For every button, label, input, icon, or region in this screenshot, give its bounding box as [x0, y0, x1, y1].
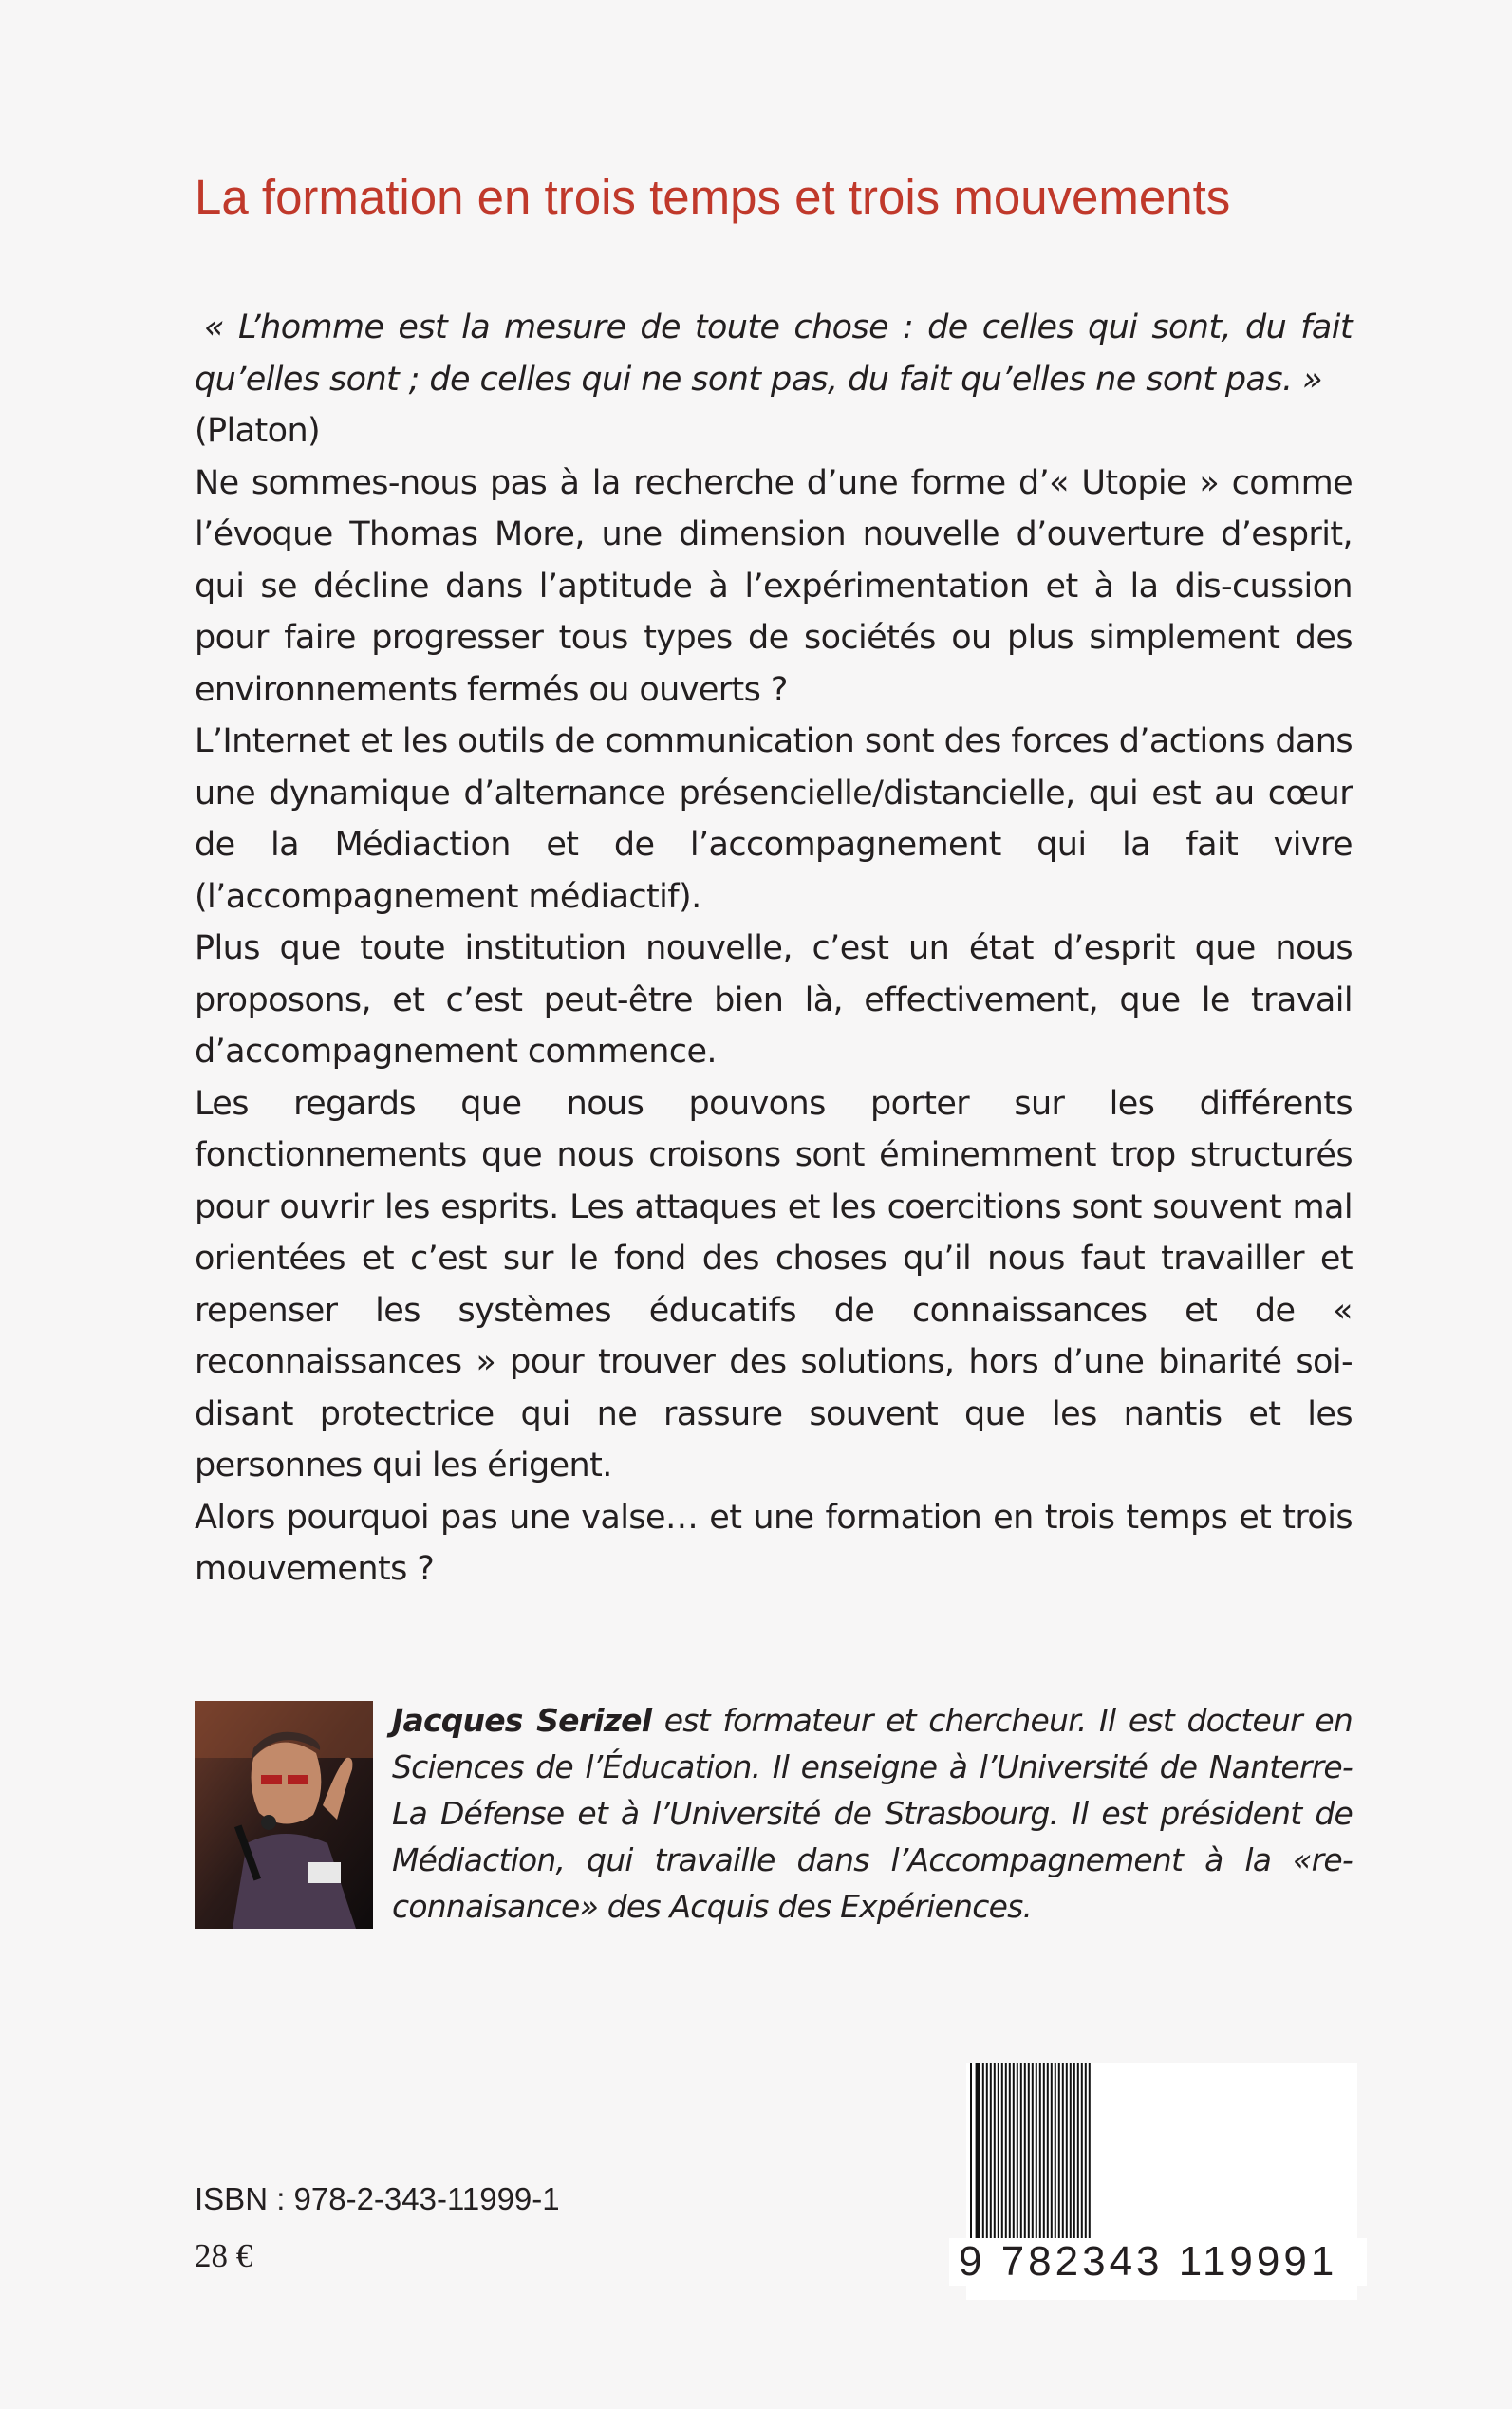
barcode-bar	[982, 2063, 984, 2238]
barcode-bar	[1070, 2063, 1072, 2238]
author-photo-illustration	[195, 1701, 373, 1929]
barcode-bar	[1043, 2063, 1045, 2238]
barcode-bar	[1013, 2063, 1015, 2238]
barcode-bar	[1062, 2063, 1064, 2238]
barcode-bar	[1051, 2063, 1053, 2238]
barcode-bar	[970, 2063, 972, 2238]
paragraph: Alors pourquoi pas une valse… et une formation en trois temps et trois mouvements ?	[195, 1498, 1353, 1588]
isbn: ISBN : 978-2-343-11999-1	[195, 2181, 560, 2216]
author-bio-text: est formateur et chercheur. Il est docteur en Sciences de l’Éducation. Il enseigne à l’Université de Nanterre-La Défense et à l’Université de Strasbourg. Il est président de Médiaction, qui travaille dans l’Accompagnement à la «re-connaisance» des Acquis des Expériences.	[392, 1702, 1353, 1925]
paragraph: Les regards que nous pouvons porter sur les différents fonctionnements que nous croisons sont éminemment trop structurés pour ouvrir les esprits. Les attaques et les coercitions sont souvent mal orientées et c’est sur le fond des choses qu’il nous faut travailler et repenser les systèmes éducatifs de connaissances et de « reconnaissances » pour trouver des solutions, hors d’une binarité soi-disant protectrice qui ne rassure souvent que les nantis et les personnes qui les érigent.	[195, 1084, 1353, 1485]
barcode-bar	[990, 2063, 992, 2238]
barcode-bar	[1066, 2063, 1068, 2238]
back-cover-text	[195, 302, 1353, 1596]
barcode-bar	[1089, 2063, 1091, 2238]
back-cover-title: La formation en trois temps et trois mouvements	[195, 170, 1231, 224]
epigraph-source: (Platon)	[195, 412, 321, 450]
barcode-bar	[1028, 2063, 1030, 2238]
epigraph-quote: « L’homme est la mesure de toute chose : de celles qui sont, du fait qu’elles sont ; de celles qui ne sont pas, du fait qu’elles ne sont pas. »	[195, 308, 1353, 399]
barcode-bar	[998, 2063, 999, 2238]
barcode-bar	[1020, 2063, 1022, 2238]
paragraph: Plus que toute institution nouvelle, c’est un état d’esprit que nous proposons, et c’est peut-être bien là, effectivement, que le travail d’accompagnement commence.	[195, 929, 1353, 1071]
barcode-bar	[1001, 2063, 1003, 2238]
barcode-bar	[986, 2063, 988, 2238]
author-name: Jacques Serizel	[392, 1702, 652, 1739]
author-photo	[195, 1701, 373, 1929]
barcode-bar	[1009, 2063, 1011, 2238]
barcode-bar	[1055, 2063, 1056, 2238]
barcode-bar	[1058, 2063, 1060, 2238]
barcode-bar	[1024, 2063, 1026, 2238]
price: 28 €	[195, 2237, 253, 2274]
barcode-bar	[994, 2063, 996, 2238]
barcode-bar	[1036, 2063, 1037, 2238]
barcode-bar	[1005, 2063, 1007, 2238]
barcode-bar	[1085, 2063, 1087, 2238]
barcode-bar	[1081, 2063, 1083, 2238]
paragraph: L’Internet et les outils de communication sont des forces d’actions dans une dynamique d’alternance présencielle/distancielle, qui est au cœur de la Médiaction et de l’accompagnement qui la fait vivre (l’accompagnement médiactif).	[195, 722, 1353, 916]
barcode-bar	[1032, 2063, 1034, 2238]
barcode-bar	[1047, 2063, 1049, 2238]
barcode-bar	[1073, 2063, 1075, 2238]
author-bio	[392, 1697, 1353, 1930]
barcode-bar	[976, 2063, 980, 2238]
barcode-bars	[966, 2063, 1357, 2238]
barcode-digits: 9 782343 119991	[949, 2238, 1367, 2286]
barcode-bar	[1039, 2063, 1041, 2238]
barcode-bar	[1077, 2063, 1079, 2238]
paragraph: Ne sommes-nous pas à la recherche d’une forme d’« Utopie » comme l’évoque Thomas More, une dimension nouvelle d’ouverture d’esprit, qui se décline dans l’aptitude à l’expérimentation et à la dis-cussion pour faire progresser tous types de sociétés ou plus simplement des environnements fermés ou ouverts ?	[195, 463, 1353, 709]
barcode-bar	[1017, 2063, 1018, 2238]
